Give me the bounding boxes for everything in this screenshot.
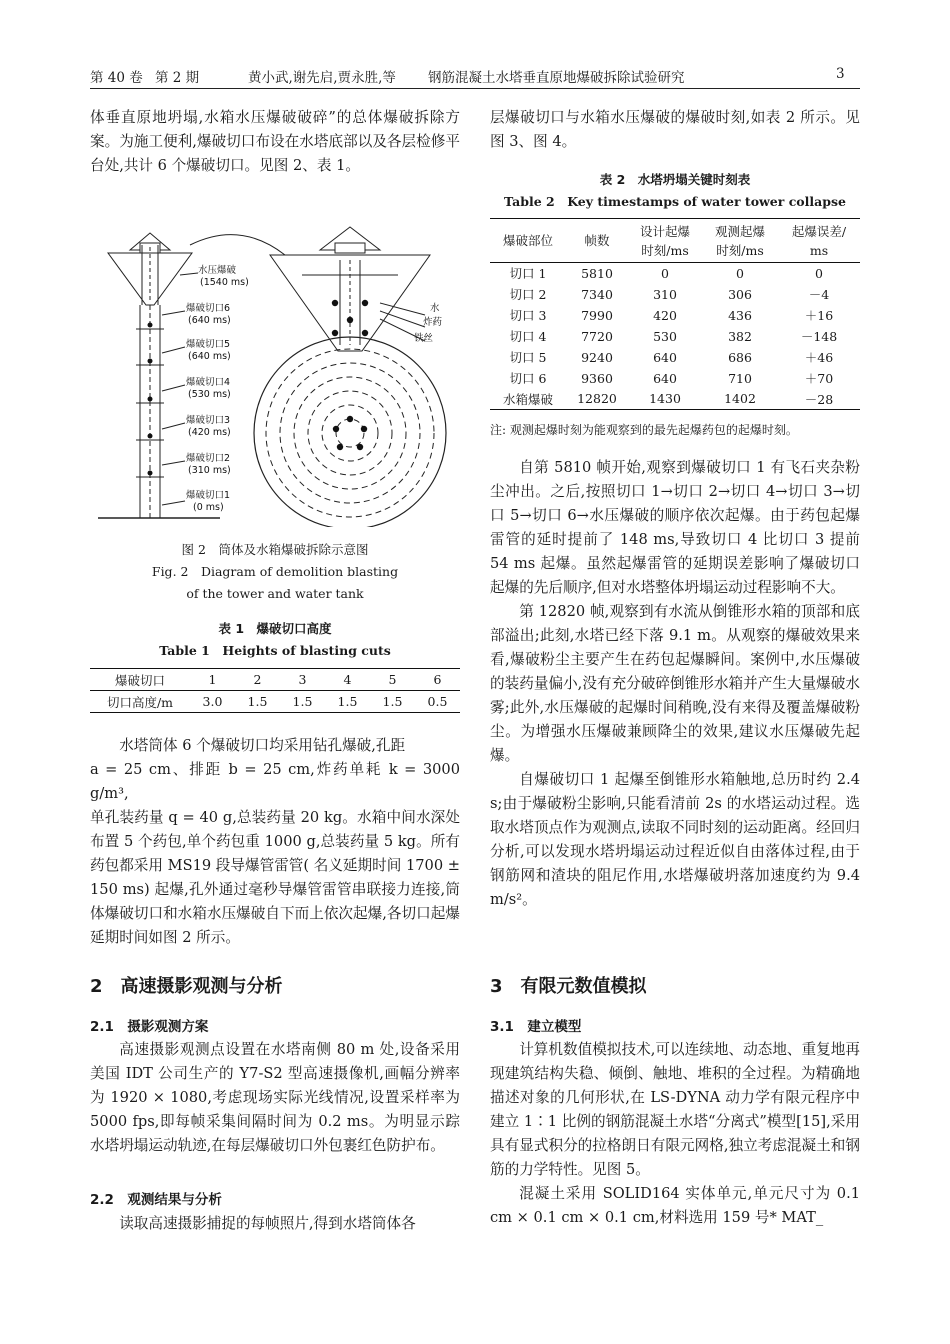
tank-plan-view <box>266 349 434 517</box>
header-page: 3 <box>836 66 845 82</box>
table-1-row: 切口高度/m 3.0 1.5 1.5 1.5 1.5 0.5 <box>90 691 460 713</box>
header-issue: 第 2 期 <box>155 70 200 86</box>
table-2-cell: ＋46 <box>804 350 834 365</box>
table-2-cell: 切口 2 <box>509 287 547 302</box>
table-2-cell: 0 <box>661 265 669 281</box>
section-3-heading: 3 有限元数值模拟 <box>490 976 647 997</box>
table-2-cell: －148 <box>800 329 838 344</box>
label-cut2-time: (310 ms) <box>188 465 231 476</box>
label-cut4-time: (530 ms) <box>188 389 231 400</box>
table-2-cell: 382 <box>728 328 752 344</box>
subsection-3-1-heading: 3.1 建立模型 <box>490 1019 582 1035</box>
label-cut1-time: (0 ms) <box>193 502 224 513</box>
table-2-cell: 切口 6 <box>509 371 547 386</box>
table-1-caption-en: Table 1 Heights of blasting cuts <box>159 643 391 658</box>
table-2-cell: 710 <box>728 370 752 386</box>
table-2-cell: 9240 <box>581 349 613 365</box>
right-paragraph-1: 层爆破切口与水箱水压爆破的爆破时刻,如表 2 所示。见图 3、图 4。 <box>490 109 860 150</box>
left-paragraph-4: 读取高速摄影捕捉的每帧照片,得到水塔筒体各 <box>119 1215 416 1232</box>
header-title: 钢筋混凝土水塔垂直原地爆破拆除试验研究 <box>428 70 685 86</box>
table-2-cell: 306 <box>728 286 752 302</box>
table-2-cell: 640 <box>653 370 677 386</box>
table-2-header-cell: 观测起爆 时刻/ms <box>714 223 765 258</box>
table-2-cell: 切口 1 <box>509 266 547 282</box>
table-2-header-cell: 帧数 <box>584 233 610 248</box>
table-2-note: 注: 观测起爆时刻为能观察到的最先起爆药包的起爆时刻。 <box>490 423 798 437</box>
table-2-cell: 1402 <box>724 391 756 407</box>
table-2-cell: 7720 <box>581 328 613 344</box>
table-2-cell: 686 <box>728 349 752 365</box>
left-paragraph-2: 水塔筒体 6 个爆破切口均采用钻孔爆破,孔距 a = 25 cm、排距 b = 25 cm,炸药单耗 k = 3000 g/m³, 单孔装药量 q = 40 g,总装药量 20 kg。水箱中间水深处布置 5 个药包,单个药包重 1000 g,总装药量 5 kg。所有药包都采用 MS19 段导爆管雷管( 名义延期时间 1700 ± 150 ms) 起爆,孔外通过毫秒导爆管雷管串联接力连接,筒体爆破切口和水箱水压爆破自下而上依次起爆,各切口起爆延期时间如图 2 所示。 <box>90 737 460 946</box>
label-cut1: 爆破切口1 <box>186 490 231 501</box>
table-2-cell: 530 <box>653 328 677 344</box>
table-2-cell: 水箱爆破 <box>502 391 553 407</box>
table-2-cell: 0 <box>815 265 823 281</box>
label-tank-wire: 铁丝 <box>414 333 434 344</box>
table-2-cell: －4 <box>808 287 830 302</box>
table-2-cell: 9360 <box>581 370 613 386</box>
table-2-header-row <box>490 219 860 263</box>
table-2-row <box>490 305 860 326</box>
label-cut3-time: (420 ms) <box>188 427 231 438</box>
header-rule <box>90 88 860 89</box>
right-paragraph-5: 计算机数值模拟技术,可以连续地、动态地、重复地再现建筑结构失稳、倾倒、触地、堆积的全过程。为精确地描述对象的几何形状,在 LS-DYNA 动力学有限元程序中建立 1∶1 比例的钢筋混凝土水塔“分离式”模型[15],采用具有显式积分的拉格朗日有限元网格,独立考虑混凝土和钢筋的力学特性。见图 5。 混凝土采用 SOLID164 实体单元,单元尺寸为 0.1 cm × 0.1 cm × 0.1 cm,材料选用 159 号* MAT_ <box>490 1041 860 1226</box>
table-2-header-cell: 爆破部位 <box>502 233 553 248</box>
label-cut3: 爆破切口3 <box>186 415 231 426</box>
table-2-cell: 切口 4 <box>509 329 547 344</box>
label-water-time: (1540 ms) <box>200 277 249 288</box>
table-1-row: 爆破切口 1 2 3 4 5 6 <box>90 669 460 691</box>
figure-2-diagram <box>90 215 460 527</box>
label-tank-water: 水 <box>430 303 440 314</box>
table-1 <box>90 668 460 713</box>
table-2-cell: 12820 <box>577 391 617 407</box>
header-authors: 黄小武,谢先启,贾永胜,等 <box>248 70 396 86</box>
table-2-row <box>490 368 860 389</box>
table-2-cell: 436 <box>728 307 752 323</box>
table-2-header-cell: 起爆误差/ ms <box>791 223 847 258</box>
left-paragraph-3: 高速摄影观测点设置在水塔南侧 80 m 处,设备采用美国 IDT 公司生产的 Y7-S2 型高速摄像机,画幅分辨率为 1920 × 1080,考虑现场实际光线情况,设置采样率为 5000 fps,即每帧采集间隔时间为 0.2 ms。为明显示踪水塔坍塌运动轨迹,在每层爆破切口外包裹红色防护布。 <box>90 1041 460 1154</box>
table-2-cell: 7990 <box>581 307 613 323</box>
label-cut2: 爆破切口2 <box>186 453 231 464</box>
section-2-heading: 2 高速摄影观测与分析 <box>90 976 283 997</box>
figure-2-caption <box>90 539 460 605</box>
table-2-cell: 420 <box>653 307 677 323</box>
table-2-cell: 7340 <box>581 286 613 302</box>
table-2-cell: 0 <box>736 265 744 281</box>
table-1-caption <box>90 618 460 662</box>
table-2-cell: －28 <box>804 391 834 407</box>
subsection-2-1-heading: 2.1 摄影观测方案 <box>90 1019 209 1035</box>
table-2-cell: 1430 <box>649 391 681 407</box>
table-2-cell: 5810 <box>581 265 613 281</box>
table-2-cell: ＋16 <box>804 308 834 323</box>
label-cut5: 爆破切口5 <box>186 339 231 350</box>
table-2-row <box>490 263 860 284</box>
figure-2-caption-en-2: of the tower and water tank <box>186 586 364 601</box>
table-1-caption-zh: 表 1 爆破切口高度 <box>218 621 332 636</box>
table-2-caption-zh: 表 2 水塔坍塌关键时刻表 <box>599 172 751 187</box>
label-tank-explosive: 炸药 <box>423 317 443 328</box>
left-paragraph-1: 体垂直原地坍塌,水箱水压爆破破碎”的总体爆破拆除方案。为施工便利,爆破切口布设在水塔底部以及各层检修平台处,共计 6 个爆破切口。见图 2、表 1。 <box>90 109 460 174</box>
label-cut6: 爆破切口6 <box>186 303 231 314</box>
header-volume: 第 40 卷 <box>90 70 143 86</box>
table-2-row <box>490 326 860 347</box>
table-2-caption <box>490 169 860 213</box>
table-2-cell: ＋70 <box>804 371 834 386</box>
label-cut4: 爆破切口4 <box>186 377 231 388</box>
table-2-cell: 310 <box>653 286 677 302</box>
table-2-header-cell: 设计起爆 时刻/ms <box>639 223 690 258</box>
table-2 <box>490 218 860 410</box>
table-2-cell: 640 <box>653 349 677 365</box>
table-2-row <box>490 347 860 368</box>
subsection-2-2-heading: 2.2 观测结果与分析 <box>90 1192 222 1208</box>
table-2-cell: 切口 3 <box>509 308 547 323</box>
table-2-row <box>490 389 860 410</box>
label-water-blast: 水压爆破 <box>198 265 237 276</box>
figure-2-caption-zh: 图 2 筒体及水箱爆破拆除示意图 <box>181 542 369 557</box>
table-2-row <box>490 284 860 305</box>
figure-2-caption-en-1: Fig. 2 Diagram of demolition blasting <box>151 564 399 579</box>
label-cut5-time: (640 ms) <box>188 351 231 362</box>
table-2-cell: 切口 5 <box>509 350 547 365</box>
label-cut6-time: (640 ms) <box>188 315 231 326</box>
table-2-caption-en: Table 2 Key timestamps of water tower collapse <box>504 194 846 209</box>
right-paragraph-2: 自第 5810 帧开始,观察到爆破切口 1 有飞石夹杂粉尘冲出。之后,按照切口 1→切口 2→切口 4→切口 3→切口 5→切口 6→水压爆破的顺序依次起爆。由于药包起爆雷管的延时提前了 148 ms,导致切口 4 比切口 3 提前 54 ms 起爆。虽然起爆雷管的延期误差影响了爆破切口起爆的先后顺序,但对水塔整体坍塌运动过程影响不大。 第 12820 帧,观察到有水流从倒锥形水箱的顶部和底部溢出;此刻,水塔已经下落 9.1 m。从观察的爆破效果来看,爆破粉尘主要产生在药包起爆瞬间。案例中,水压爆破的装药量偏小,没有充分破碎倒锥形水箱并产生大量爆破水雾;此外,水压爆破的起爆时间稍晚,没有来得及覆盖爆破粉尘。为增强水压爆破兼顾降尘的效果,建议水压爆破先起爆。 自爆破切口 1 起爆至倒锥形水箱触地,总历时约 2.4 s;由于爆破粉尘影响,只能看清前 2s 的水塔运动过程。选取水塔顶点作为观测点,读取不同时刻的运动距离。经回归分析,可以发现水塔坍塌运动过程近似自由落体过程,由于钢筋网和渣块的阻尼作用,水塔爆破坍落加速度约为 9.4 m/s²。 <box>490 459 860 908</box>
